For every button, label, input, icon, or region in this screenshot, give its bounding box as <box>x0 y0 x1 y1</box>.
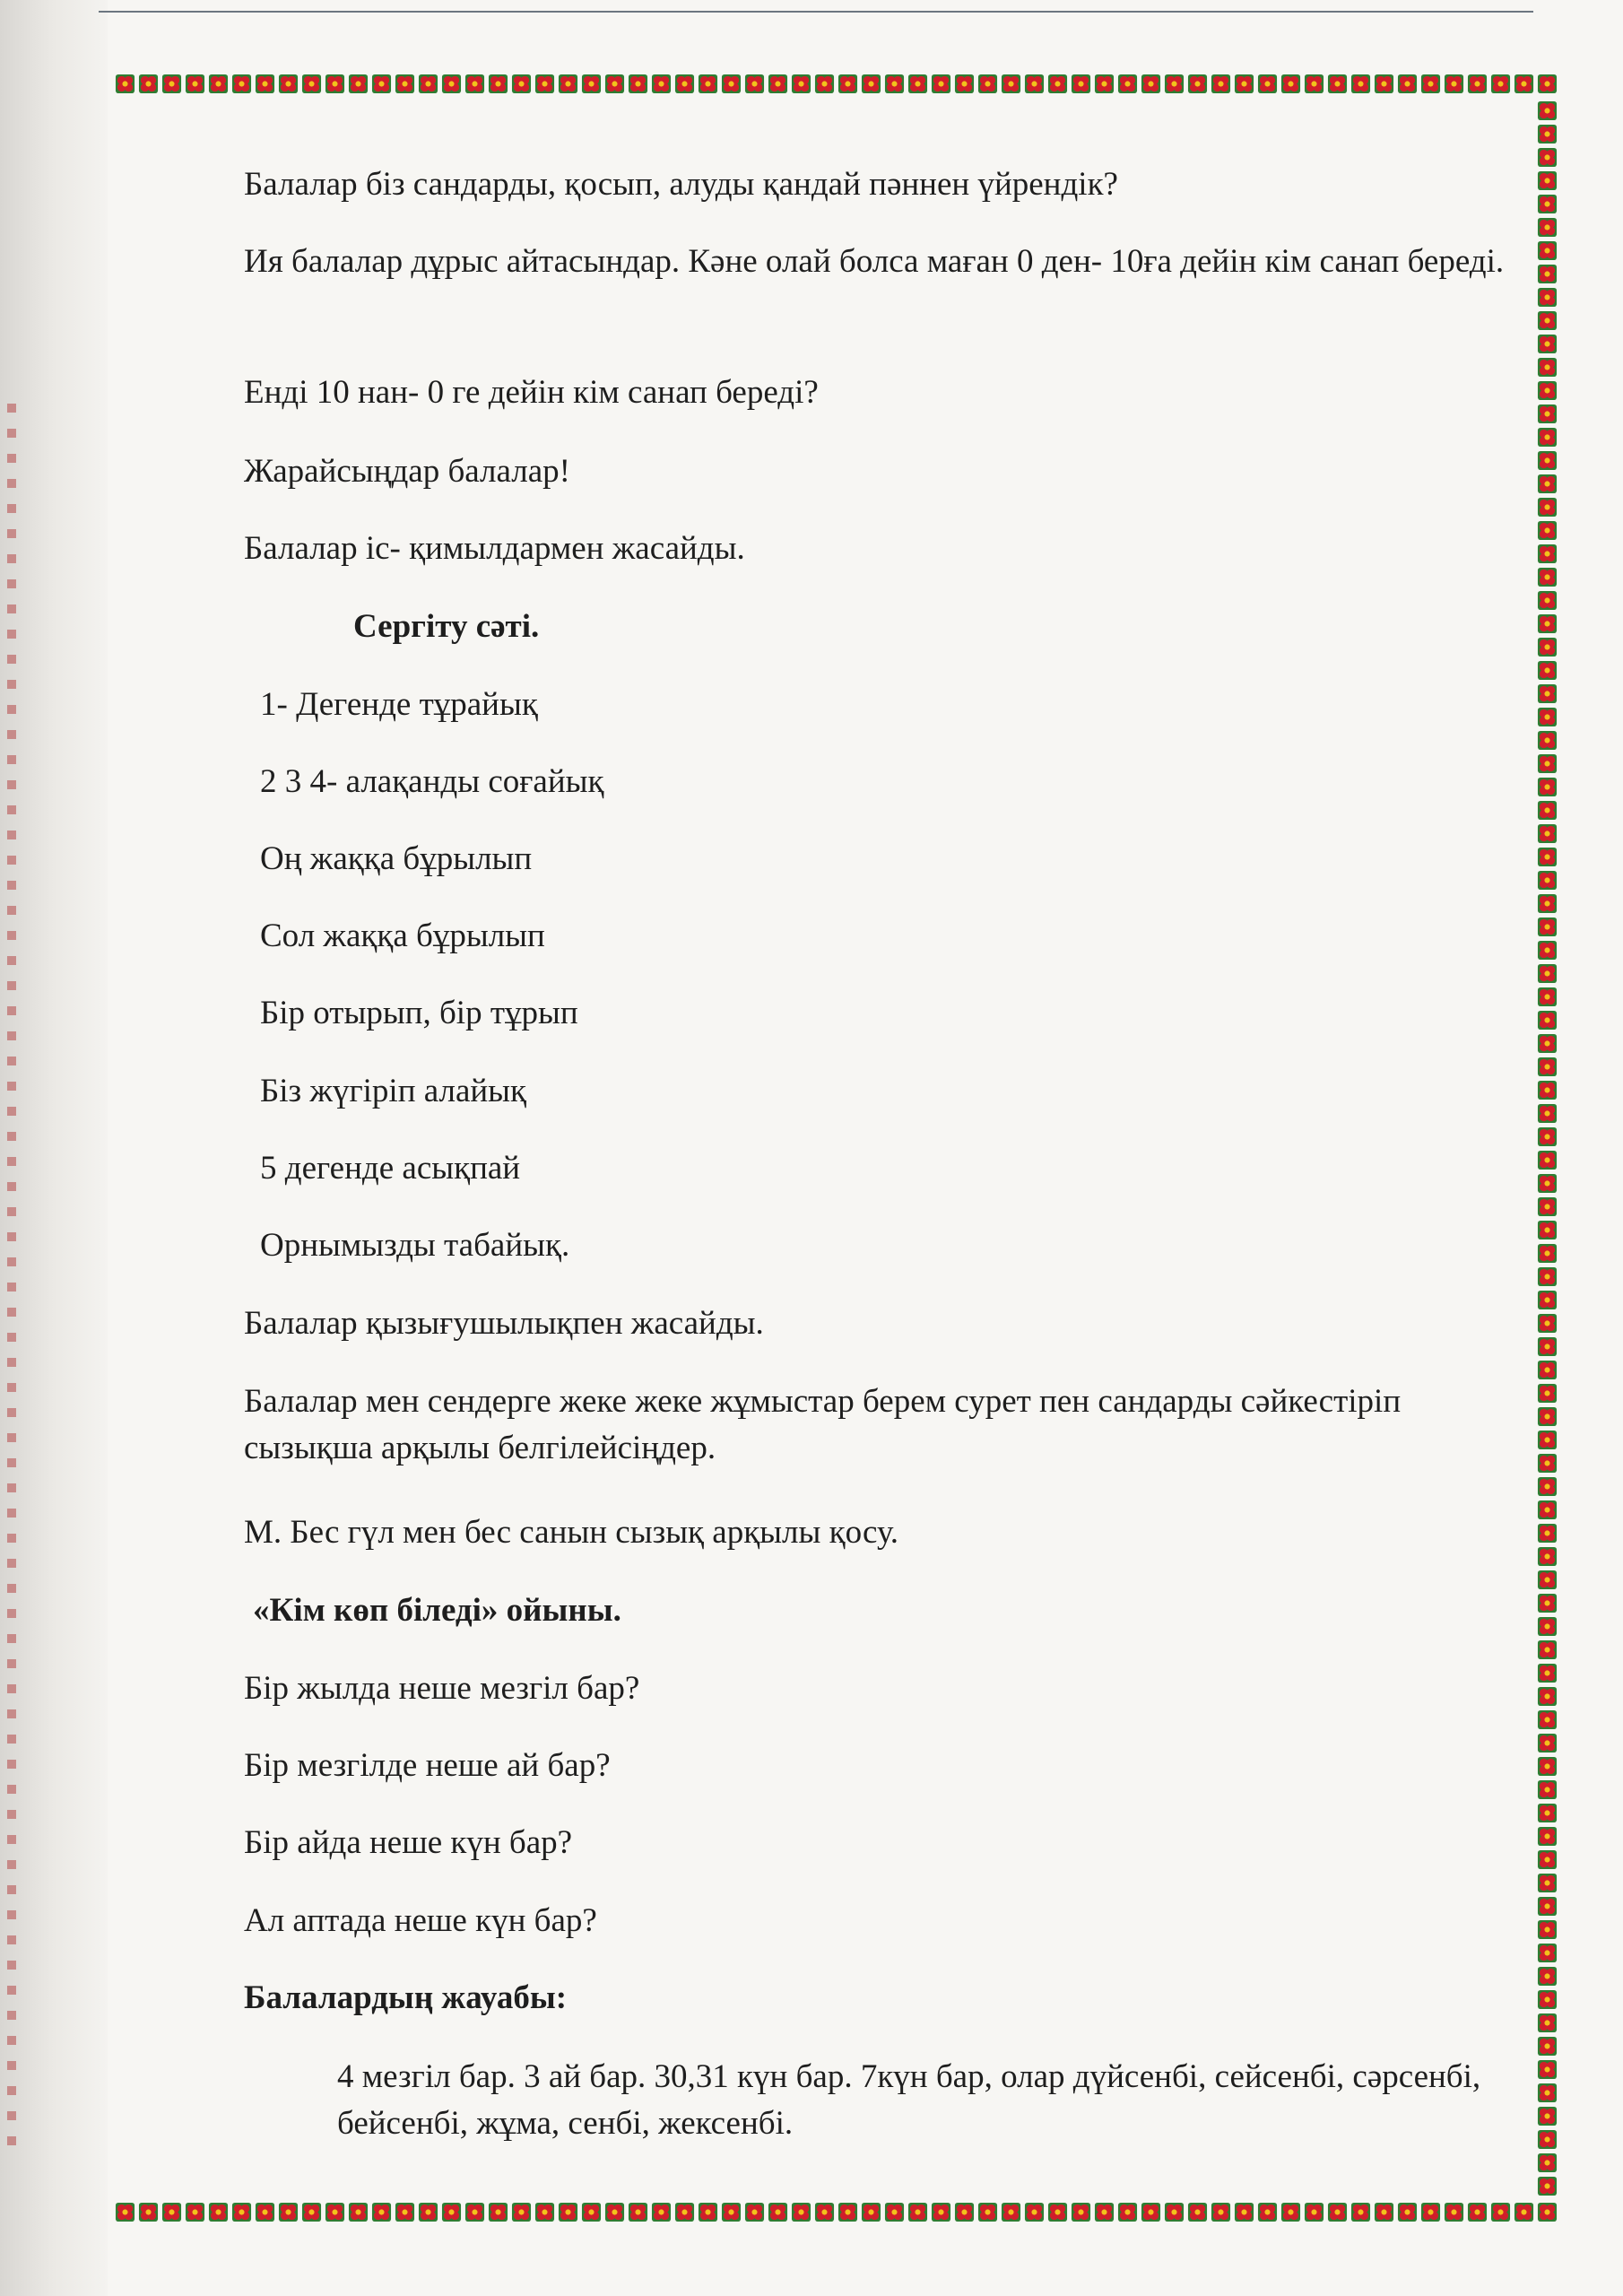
flower-ornament-icon <box>418 74 438 94</box>
flower-ornament-icon <box>1537 334 1558 354</box>
quiz-question: Бір мезгілде неше ай бар? <box>244 1747 611 1784</box>
flower-ornament-icon <box>115 74 135 94</box>
flower-ornament-icon <box>1467 2202 1488 2222</box>
flower-ornament-icon <box>1537 2129 1558 2150</box>
flower-ornament-icon <box>907 2202 928 2222</box>
flower-ornament-icon <box>278 2202 299 2222</box>
flower-ornament-icon <box>1537 2202 1558 2222</box>
flower-ornament-icon <box>861 74 881 94</box>
flower-ornament-icon <box>511 2202 532 2222</box>
binding-edge-marks <box>7 404 16 2152</box>
flower-ornament-icon <box>1537 987 1558 1007</box>
praise-line: Жарайсыңдар балалар! <box>244 453 570 490</box>
flower-ornament-icon <box>161 2202 182 2222</box>
flower-ornament-icon <box>325 2202 345 2222</box>
flower-ornament-icon <box>1001 74 1021 94</box>
flower-ornament-icon <box>488 74 508 94</box>
flower-ornament-icon <box>1537 520 1558 541</box>
flower-ornament-icon <box>1444 74 1464 94</box>
flower-ornament-icon <box>1537 1220 1558 1240</box>
poem-line: Бір отырып, бір тұрып <box>260 995 578 1031</box>
poem-line: Біз жүгіріп алайық <box>260 1073 527 1109</box>
flower-ornament-icon <box>1537 1430 1558 1450</box>
flower-ornament-icon <box>1164 74 1185 94</box>
flower-ornament-icon <box>977 74 998 94</box>
flower-ornament-icon <box>1514 2202 1534 2222</box>
flower-ornament-icon <box>278 74 299 94</box>
flower-ornament-icon <box>1537 1360 1558 1380</box>
flower-ornament-icon <box>977 2202 998 2222</box>
flower-ornament-icon <box>1537 1896 1558 1917</box>
flower-ornament-icon <box>1537 147 1558 168</box>
flower-ornament-icon <box>1537 2106 1558 2126</box>
flower-ornament-icon <box>1537 1709 1558 1730</box>
flower-ornament-icon <box>931 74 951 94</box>
flower-ornament-icon <box>1537 2152 1558 2173</box>
flower-ornament-icon <box>1397 2202 1418 2222</box>
flower-ornament-icon <box>1280 2202 1301 2222</box>
flower-ornament-icon <box>1327 2202 1348 2222</box>
flower-ornament-icon <box>115 2202 135 2222</box>
flower-ornament-icon <box>1537 1733 1558 1753</box>
question-line: Балалар біз сандарды, қосып, алуды қандай пәннен үйрендік? <box>244 166 1118 203</box>
flower-ornament-icon <box>604 2202 625 2222</box>
flower-ornament-icon <box>744 74 765 94</box>
flower-ornament-icon <box>1537 1173 1558 1194</box>
flower-ornament-icon <box>1537 1476 1558 1497</box>
flower-ornament-icon <box>698 74 718 94</box>
flower-ornament-icon <box>931 2202 951 2222</box>
flower-ornament-icon <box>1374 2202 1394 2222</box>
interest-line: Балалар қызығушылықпен жасайды. <box>244 1305 764 1342</box>
flower-ornament-icon <box>1537 847 1558 867</box>
flower-ornament-icon <box>1537 1779 1558 1800</box>
flower-ornament-icon <box>1537 1826 1558 1847</box>
flower-ornament-icon <box>1537 1849 1558 1870</box>
flower-ornament-icon <box>255 74 275 94</box>
flower-ornament-icon <box>1537 2059 1558 2080</box>
flower-ornament-icon <box>441 74 462 94</box>
flower-ornament-icon <box>581 2202 602 2222</box>
flower-ornament-icon <box>1187 2202 1208 2222</box>
flower-ornament-icon <box>1537 1500 1558 1520</box>
flower-ornament-icon <box>791 74 812 94</box>
flower-ornament-icon <box>1327 74 1348 94</box>
answer-paragraph: 4 мезгіл бар. 3 ай бар. 30,31 күн бар. 7күн бар, олар дүйсенбі, сейсенбі, сәрсенбі, бейсенбі, жұма, сенбі, жексенбі. <box>337 2058 1481 2142</box>
flower-ornament-icon <box>1537 1686 1558 1707</box>
flower-ornament-icon <box>1537 544 1558 564</box>
flower-ornament-icon <box>1537 567 1558 587</box>
flower-ornament-icon <box>1117 2202 1138 2222</box>
scan-top-line <box>99 11 1533 13</box>
flower-ornament-icon <box>1537 660 1558 681</box>
action-line: Балалар іс- қимылдармен жасайды. <box>244 530 745 567</box>
flower-border-right <box>1537 100 1562 2199</box>
task-line: М. Бес гүл мен бес санын сызық арқылы қосу. <box>244 1514 898 1551</box>
flower-ornament-icon <box>1141 2202 1161 2222</box>
flower-ornament-icon <box>628 2202 648 2222</box>
flower-ornament-icon <box>1537 1313 1558 1334</box>
quiz-question: Бір жылда неше мезгіл бар? <box>244 1670 640 1707</box>
flower-ornament-icon <box>464 2202 485 2222</box>
flower-ornament-icon <box>1537 474 1558 494</box>
flower-ornament-icon <box>1257 2202 1278 2222</box>
flower-ornament-icon <box>674 2202 695 2222</box>
flower-ornament-icon <box>371 74 392 94</box>
flower-ornament-icon <box>1141 74 1161 94</box>
flower-ornament-icon <box>558 74 578 94</box>
poem-line: Оң жаққа бұрылып <box>260 840 533 877</box>
flower-ornament-icon <box>301 2202 322 2222</box>
poem-line: Орнымызды табайық. <box>260 1227 570 1264</box>
flower-ornament-icon <box>185 2202 205 2222</box>
flower-ornament-icon <box>1024 74 1045 94</box>
page-left-shadow <box>0 0 108 2296</box>
flower-ornament-icon <box>348 2202 369 2222</box>
heading-game: «Кім көп біледі» ойыны. <box>253 1592 621 1629</box>
flower-ornament-icon <box>1024 2202 1045 2222</box>
flower-ornament-icon <box>1537 450 1558 471</box>
flower-ornament-icon <box>1374 74 1394 94</box>
flower-ornament-icon <box>884 2202 905 2222</box>
flower-ornament-icon <box>1001 2202 1021 2222</box>
flower-ornament-icon <box>1350 2202 1371 2222</box>
flower-ornament-icon <box>1537 2176 1558 2196</box>
flower-ornament-icon <box>954 74 975 94</box>
flower-ornament-icon <box>768 2202 788 2222</box>
flower-ornament-icon <box>744 2202 765 2222</box>
flower-ornament-icon <box>231 2202 252 2222</box>
flower-ornament-icon <box>1537 1266 1558 1287</box>
flower-ornament-icon <box>1094 74 1115 94</box>
flower-ornament-icon <box>1537 170 1558 191</box>
flower-ornament-icon <box>1537 310 1558 331</box>
flower-ornament-icon <box>1537 1989 1558 2010</box>
flower-ornament-icon <box>1047 74 1068 94</box>
flower-ornament-icon <box>1537 870 1558 891</box>
flower-ornament-icon <box>838 74 858 94</box>
flower-ornament-icon <box>1537 1243 1558 1264</box>
flower-ornament-icon <box>1537 1593 1558 1613</box>
flower-ornament-icon <box>1304 74 1324 94</box>
flower-ornament-icon <box>1537 357 1558 378</box>
poem-line: Сол жаққа бұрылып <box>260 918 545 954</box>
flower-ornament-icon <box>1537 2013 1558 2033</box>
flower-ornament-icon <box>1537 124 1558 144</box>
flower-ornament-icon <box>1537 1057 1558 1077</box>
flower-ornament-icon <box>1537 1523 1558 1544</box>
paragraph-counting: Ия балалар дұрыс айтасындар. Кәне олай болса маған 0 ден- 10ға дейін кім санап береді. <box>244 243 1505 280</box>
flower-ornament-icon <box>1537 1639 1558 1660</box>
flower-ornament-icon <box>488 2202 508 2222</box>
flower-border-top <box>115 74 1558 99</box>
flower-ornament-icon <box>651 74 672 94</box>
flower-ornament-icon <box>1537 1103 1558 1124</box>
flower-ornament-icon <box>1537 287 1558 308</box>
flower-ornament-icon <box>208 74 229 94</box>
flower-ornament-icon <box>768 74 788 94</box>
heading-sergitu: Сергіту сәті. <box>353 608 540 645</box>
flower-ornament-icon <box>1164 2202 1185 2222</box>
flower-ornament-icon <box>1467 74 1488 94</box>
flower-ornament-icon <box>1537 1383 1558 1404</box>
flower-ornament-icon <box>138 2202 159 2222</box>
question-count-down: Енді 10 нан- 0 ге дейін кім санап береді? <box>244 374 819 411</box>
flower-ornament-icon <box>1537 1406 1558 1427</box>
flower-ornament-icon <box>1537 707 1558 727</box>
flower-ornament-icon <box>838 2202 858 2222</box>
flower-ornament-icon <box>534 74 555 94</box>
poem-line: 1- Дегенде тұрайық <box>260 686 538 723</box>
flower-ornament-icon <box>1537 800 1558 821</box>
flower-ornament-icon <box>1537 1919 1558 1940</box>
flower-ornament-icon <box>1537 683 1558 704</box>
flower-ornament-icon <box>791 2202 812 2222</box>
flower-ornament-icon <box>1187 74 1208 94</box>
flower-ornament-icon <box>1537 74 1558 94</box>
flower-ornament-icon <box>1537 1966 1558 1987</box>
flower-ornament-icon <box>1537 2083 1558 2103</box>
quiz-question: Бір айда неше күн бар? <box>244 1824 573 1861</box>
flower-ornament-icon <box>1537 1756 1558 1777</box>
flower-ornament-icon <box>1304 2202 1324 2222</box>
flower-ornament-icon <box>1234 74 1254 94</box>
flower-ornament-icon <box>1350 74 1371 94</box>
flower-ornament-icon <box>674 74 695 94</box>
flower-ornament-icon <box>1490 74 1511 94</box>
flower-ornament-icon <box>348 74 369 94</box>
flower-ornament-icon <box>1537 380 1558 401</box>
flower-ornament-icon <box>255 2202 275 2222</box>
flower-ornament-icon <box>698 2202 718 2222</box>
flower-ornament-icon <box>1537 1873 1558 1893</box>
flower-ornament-icon <box>1537 404 1558 424</box>
flower-ornament-icon <box>395 2202 415 2222</box>
flower-ornament-icon <box>1420 2202 1441 2222</box>
flower-ornament-icon <box>1537 1336 1558 1357</box>
flower-ornament-icon <box>138 74 159 94</box>
flower-ornament-icon <box>325 74 345 94</box>
flower-ornament-icon <box>1211 74 1231 94</box>
flower-ornament-icon <box>161 74 182 94</box>
flower-ornament-icon <box>1537 1010 1558 1031</box>
flower-ornament-icon <box>1071 74 1091 94</box>
flower-ornament-icon <box>1537 1150 1558 1170</box>
flower-ornament-icon <box>1397 74 1418 94</box>
flower-ornament-icon <box>1537 1290 1558 1310</box>
flower-ornament-icon <box>1094 2202 1115 2222</box>
flower-ornament-icon <box>1537 1196 1558 1217</box>
flower-ornament-icon <box>395 74 415 94</box>
flower-ornament-icon <box>1537 753 1558 774</box>
quiz-question: Ал аптада неше күн бар? <box>244 1902 597 1939</box>
flower-ornament-icon <box>1537 1943 1558 1963</box>
flower-ornament-icon <box>185 74 205 94</box>
flower-ornament-icon <box>1234 2202 1254 2222</box>
flower-ornament-icon <box>1537 1663 1558 1683</box>
flower-ornament-icon <box>418 2202 438 2222</box>
flower-ornament-icon <box>1047 2202 1068 2222</box>
flower-ornament-icon <box>884 74 905 94</box>
flower-ornament-icon <box>1537 940 1558 961</box>
flower-ornament-icon <box>464 74 485 94</box>
flower-ornament-icon <box>1420 74 1441 94</box>
flower-ornament-icon <box>1537 1616 1558 1637</box>
flower-ornament-icon <box>1537 963 1558 984</box>
flower-ornament-icon <box>1514 74 1534 94</box>
flower-ornament-icon <box>651 2202 672 2222</box>
flower-ornament-icon <box>441 2202 462 2222</box>
flower-ornament-icon <box>231 74 252 94</box>
flower-ornament-icon <box>1537 240 1558 261</box>
flower-ornament-icon <box>1537 1570 1558 1590</box>
flower-ornament-icon <box>721 2202 742 2222</box>
flower-ornament-icon <box>604 74 625 94</box>
flower-ornament-icon <box>208 2202 229 2222</box>
flower-ornament-icon <box>1537 427 1558 448</box>
poem-line: 2 3 4- алақанды соғайық <box>260 763 604 800</box>
flower-ornament-icon <box>1537 730 1558 751</box>
flower-ornament-icon <box>1537 1803 1558 1823</box>
paragraph-tasks: Балалар мен сендерге жеке жеке жұмыстар берем сурет пен сандарды сәйкестіріп сызықша арқылы белгілейсіңдер. <box>244 1383 1402 1466</box>
flower-ornament-icon <box>1537 893 1558 914</box>
flower-ornament-icon <box>1537 1080 1558 1100</box>
flower-ornament-icon <box>1537 217 1558 238</box>
flower-ornament-icon <box>1537 1126 1558 1147</box>
flower-border-bottom <box>115 2202 1558 2227</box>
flower-ornament-icon <box>1071 2202 1091 2222</box>
flower-ornament-icon <box>534 2202 555 2222</box>
flower-ornament-icon <box>558 2202 578 2222</box>
flower-ornament-icon <box>1490 2202 1511 2222</box>
flower-ornament-icon <box>511 74 532 94</box>
flower-ornament-icon <box>1537 264 1558 284</box>
flower-ornament-icon <box>721 74 742 94</box>
heading-answer: Балалардың жауабы: <box>244 1979 568 2016</box>
flower-ornament-icon <box>1537 194 1558 214</box>
flower-ornament-icon <box>814 74 835 94</box>
flower-ornament-icon <box>1257 74 1278 94</box>
flower-ornament-icon <box>1537 823 1558 844</box>
flower-ornament-icon <box>1537 1033 1558 1054</box>
flower-ornament-icon <box>1537 2036 1558 2057</box>
flower-ornament-icon <box>1537 497 1558 517</box>
flower-ornament-icon <box>1537 777 1558 797</box>
flower-ornament-icon <box>628 74 648 94</box>
flower-ornament-icon <box>861 2202 881 2222</box>
flower-ornament-icon <box>581 74 602 94</box>
flower-ornament-icon <box>301 74 322 94</box>
poem-line: 5 дегенде асықпай <box>260 1150 521 1187</box>
flower-ornament-icon <box>1117 74 1138 94</box>
flower-ornament-icon <box>1537 917 1558 937</box>
flower-ornament-icon <box>1537 100 1558 121</box>
flower-ornament-icon <box>1537 1546 1558 1567</box>
flower-ornament-icon <box>1280 74 1301 94</box>
flower-ornament-icon <box>1211 2202 1231 2222</box>
flower-ornament-icon <box>814 2202 835 2222</box>
flower-ornament-icon <box>954 2202 975 2222</box>
flower-ornament-icon <box>907 74 928 94</box>
flower-ornament-icon <box>1537 1453 1558 1474</box>
flower-ornament-icon <box>1444 2202 1464 2222</box>
flower-ornament-icon <box>371 2202 392 2222</box>
